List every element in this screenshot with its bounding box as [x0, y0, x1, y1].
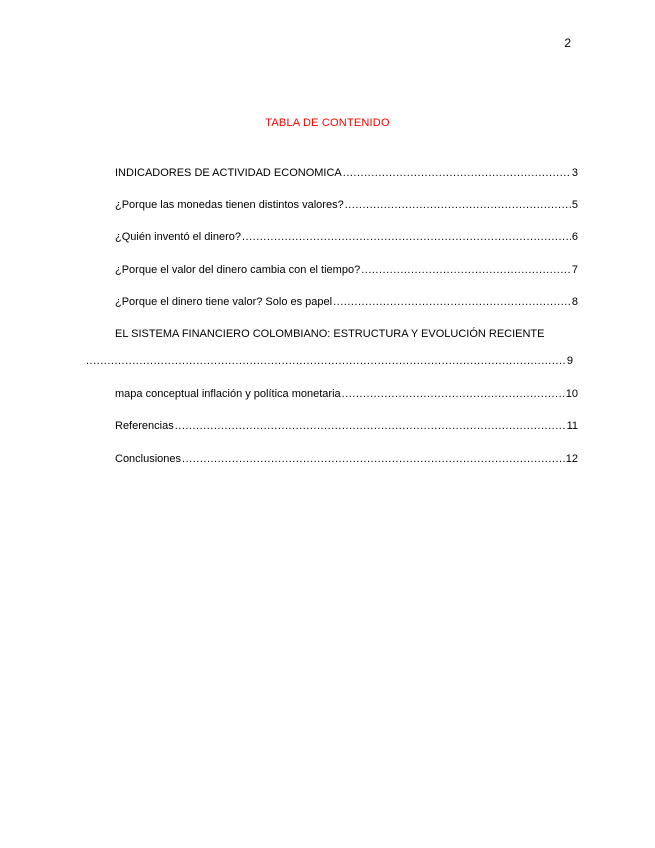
toc-leader-dots: [242, 231, 571, 243]
toc-entry-label: EL SISTEMA FINANCIERO COLOMBIANO: ESTRUCTURA Y EVOLUCIÓN RECIENTE: [115, 328, 545, 340]
toc-entry-page: 12: [565, 453, 578, 465]
toc-entry[interactable]: [115, 199, 578, 211]
toc-entry-label: ¿Porque el valor del dinero cambia con el tiempo?: [115, 264, 361, 276]
toc-entry-label: Referencias: [115, 420, 174, 432]
toc-entry-wrapped-continuation[interactable]: [86, 355, 573, 367]
toc-leader-dots: [182, 453, 565, 465]
toc-entry-label: mapa conceptual inflación y política monetaria: [115, 388, 341, 400]
toc-entry-page: 9: [566, 355, 573, 367]
toc-title: TABLA DE CONTENIDO: [265, 117, 390, 129]
toc-entry[interactable]: [115, 453, 578, 465]
toc-entry[interactable]: [115, 264, 578, 276]
toc-entry[interactable]: [115, 388, 578, 400]
toc-entry-page: 10: [565, 388, 578, 400]
toc-leader-dots: [333, 296, 571, 308]
toc-leader-dots: [345, 199, 571, 211]
toc-leader-dots: [361, 264, 571, 276]
toc-entry-wrapped[interactable]: [115, 328, 578, 340]
toc-entry[interactable]: [115, 167, 578, 179]
toc-leader-dots: [343, 167, 571, 179]
toc-entry-label: INDICADORES DE ACTIVIDAD ECONOMICA: [115, 167, 342, 179]
toc-entry-page: 5: [571, 199, 578, 211]
toc-entry-page: 7: [571, 264, 578, 276]
toc-entry-page: 6: [571, 231, 578, 243]
toc-entry-label: ¿Porque las monedas tienen distintos valores?: [115, 199, 344, 211]
toc-leader-dots: [342, 388, 565, 400]
toc-entry[interactable]: [115, 296, 578, 308]
toc-entry-label: Conclusiones: [115, 453, 182, 465]
toc-entry-label: ¿Quién inventó el dinero?: [115, 231, 241, 243]
toc-entry[interactable]: [115, 420, 578, 432]
toc-entry-page: 8: [571, 296, 578, 308]
toc-entry-page: 3: [571, 167, 578, 179]
toc-entry[interactable]: [115, 231, 578, 243]
toc-leader-dots: [175, 420, 566, 432]
page-number: 2: [564, 36, 571, 50]
toc-entry-label: ¿Porque el dinero tiene valor? Solo es papel: [115, 296, 333, 308]
toc-entry-page: 11: [566, 420, 578, 432]
toc-leader-dots: [86, 355, 566, 367]
